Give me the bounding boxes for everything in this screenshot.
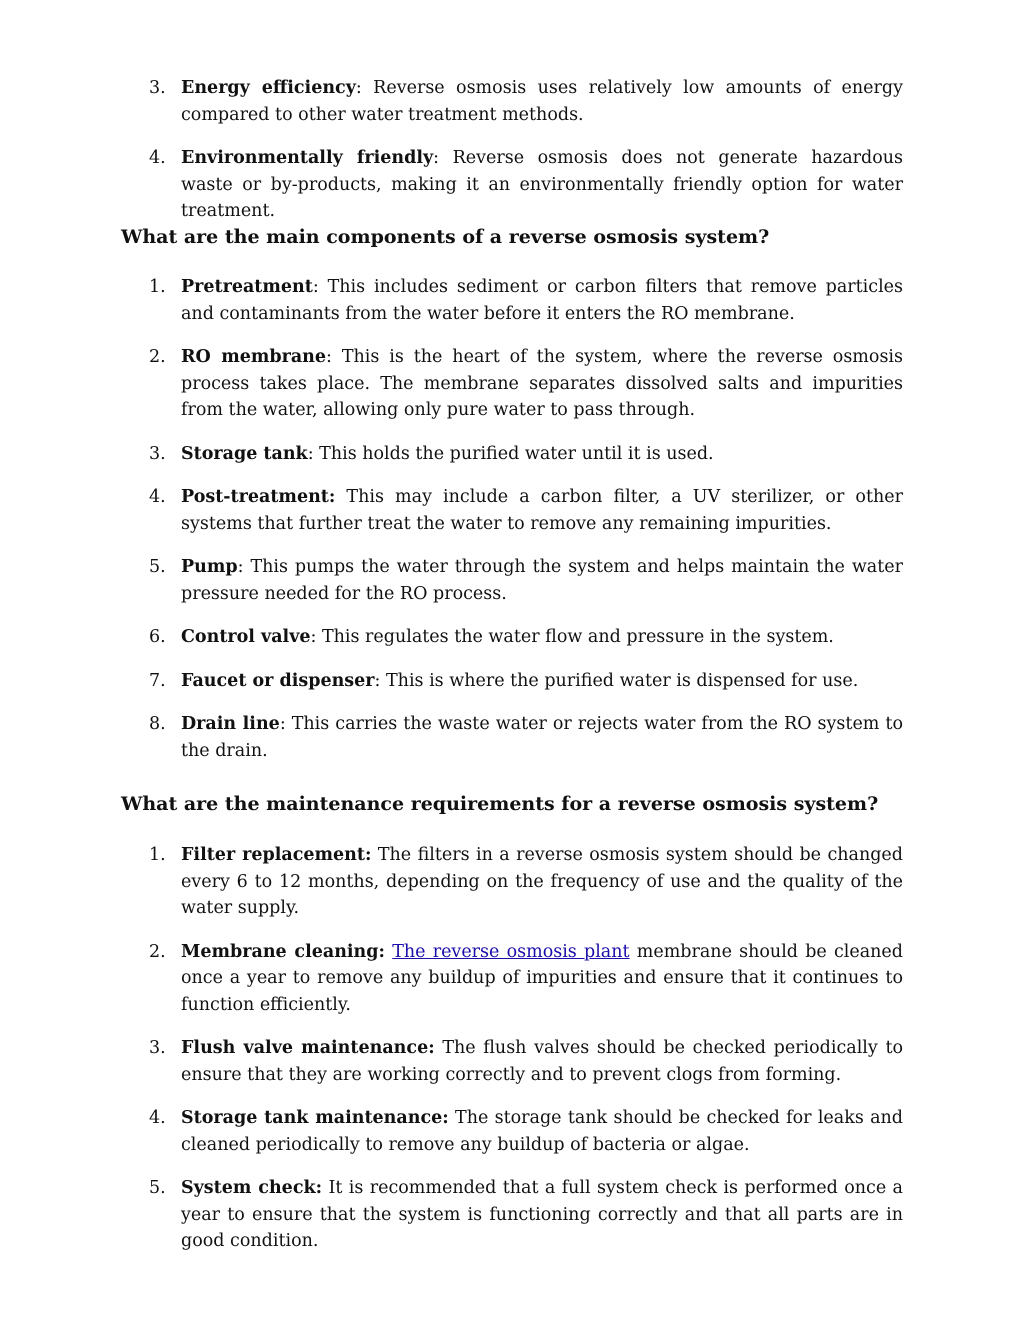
item-term: Post-treatment: [181, 487, 336, 507]
reverse-osmosis-plant-link[interactable]: The reverse osmosis plant [392, 941, 630, 962]
item-term: Control valve [181, 627, 311, 647]
item-term: System check: [181, 1178, 323, 1198]
item-number: 3. [149, 443, 166, 464]
item-number: 7. [149, 670, 166, 691]
item-term: Environmentally friendly [181, 148, 434, 168]
item-separator: : [374, 670, 381, 691]
item-text: This holds the purified water until it is used. [313, 443, 714, 464]
item-number: 4. [149, 1108, 166, 1128]
item-term: Flush valve maintenance: [181, 1038, 435, 1058]
list-item [0, 75, 1024, 128]
list-item [0, 1175, 1024, 1255]
item-text: The storage tank should be checked for leaks and cleaned periodically to remove any buildup of bacteria or algae. [181, 1108, 903, 1155]
item-number: 2. [149, 347, 166, 367]
list-item [0, 711, 1024, 764]
list-item [0, 344, 1024, 424]
item-term: Energy efficiency [181, 78, 356, 98]
item-term: Pump [181, 557, 238, 577]
item-number: 4. [149, 148, 166, 168]
list-item [0, 145, 1024, 225]
item-text: Reverse osmosis does not generate hazardous waste or by-products, making it an environmentally friendly option for water treatment. [181, 148, 904, 221]
section-heading-components: What are the main components of a reverse osmosis system? [121, 226, 770, 248]
list-item [0, 842, 1024, 922]
item-text: The filters in a reverse osmosis system should be changed every 6 to 12 months, depending on the frequency of use and the quality of the water supply. [181, 845, 903, 918]
item-number: 5. [149, 557, 166, 577]
item-text: Reverse osmosis uses relatively low amounts of energy compared to other water treatment methods. [181, 78, 903, 125]
item-term: Membrane cleaning: [181, 941, 385, 962]
list-item [0, 1035, 1024, 1088]
list-item [0, 441, 1024, 468]
item-text: This includes sediment or carbon filters that remove particles and contaminants from the water before it enters the RO membrane. [181, 277, 903, 324]
item-text: This regulates the water flow and pressure in the system. [316, 627, 834, 647]
item-text: This is where the purified water is dispensed for use. [380, 670, 859, 691]
item-separator: : [237, 557, 244, 577]
item-separator: : [326, 347, 332, 367]
item-term: Storage tank [181, 443, 308, 464]
item-term: Faucet or dispenser [181, 670, 375, 691]
list-item [0, 484, 1024, 537]
item-separator: : [279, 714, 286, 734]
item-separator: : [307, 443, 314, 464]
list-item [0, 624, 1024, 651]
item-text: membrane should be cleaned once a year to remove any buildup of impurities and ensure that it continues to function efficiently. [181, 941, 903, 1015]
item-number: 8. [149, 714, 166, 734]
item-text: This is the heart of the system, where the reverse osmosis process takes place. The membrane separates dissolved salts and impurities from the water, allowing only pure water to pass through. [181, 347, 903, 420]
item-text: The flush valves should be checked periodically to ensure that they are working correctly and to prevent clogs from forming. [181, 1038, 904, 1085]
benefits-list [0, 75, 1024, 242]
item-number: 6. [149, 627, 166, 647]
item-separator: : [310, 627, 317, 647]
item-term: Filter replacement: [181, 845, 372, 865]
item-separator: : [355, 78, 362, 98]
item-term: RO membrane [181, 347, 327, 367]
item-text: This may include a carbon filter, a UV sterilizer, or other systems that further treat the water to remove any remaining impurities. [181, 487, 903, 534]
item-text: This carries the waste water or rejects water from the RO system to the drain. [181, 714, 903, 761]
section-heading-maintenance: What are the maintenance requirements for a reverse osmosis system? [121, 793, 879, 815]
item-text: This pumps the water through the system and helps maintain the water pressure needed for the RO process. [181, 557, 903, 604]
item-number: 1. [149, 845, 166, 865]
item-number: 3. [149, 78, 166, 98]
item-number: 3. [149, 1038, 166, 1058]
maintenance-list [0, 842, 1024, 1272]
item-term: Drain line [181, 714, 280, 734]
item-separator: : [312, 277, 319, 297]
item-text: It is recommended that a full system check is performed once a year to ensure that the system is functioning correctly and that all parts are in good condition. [181, 1178, 903, 1251]
list-item [0, 1105, 1024, 1158]
item-term: Storage tank maintenance: [181, 1108, 449, 1128]
item-number: 1. [149, 277, 166, 297]
item-term: Pretreatment [181, 277, 313, 297]
list-item [0, 554, 1024, 607]
list-item [0, 668, 1024, 695]
list-item [0, 274, 1024, 327]
item-number: 5. [149, 1178, 166, 1198]
components-list [0, 274, 1024, 781]
item-number: 4. [149, 487, 166, 507]
list-item [0, 939, 1024, 1019]
item-separator: : [433, 148, 440, 168]
item-number: 2. [149, 941, 166, 962]
